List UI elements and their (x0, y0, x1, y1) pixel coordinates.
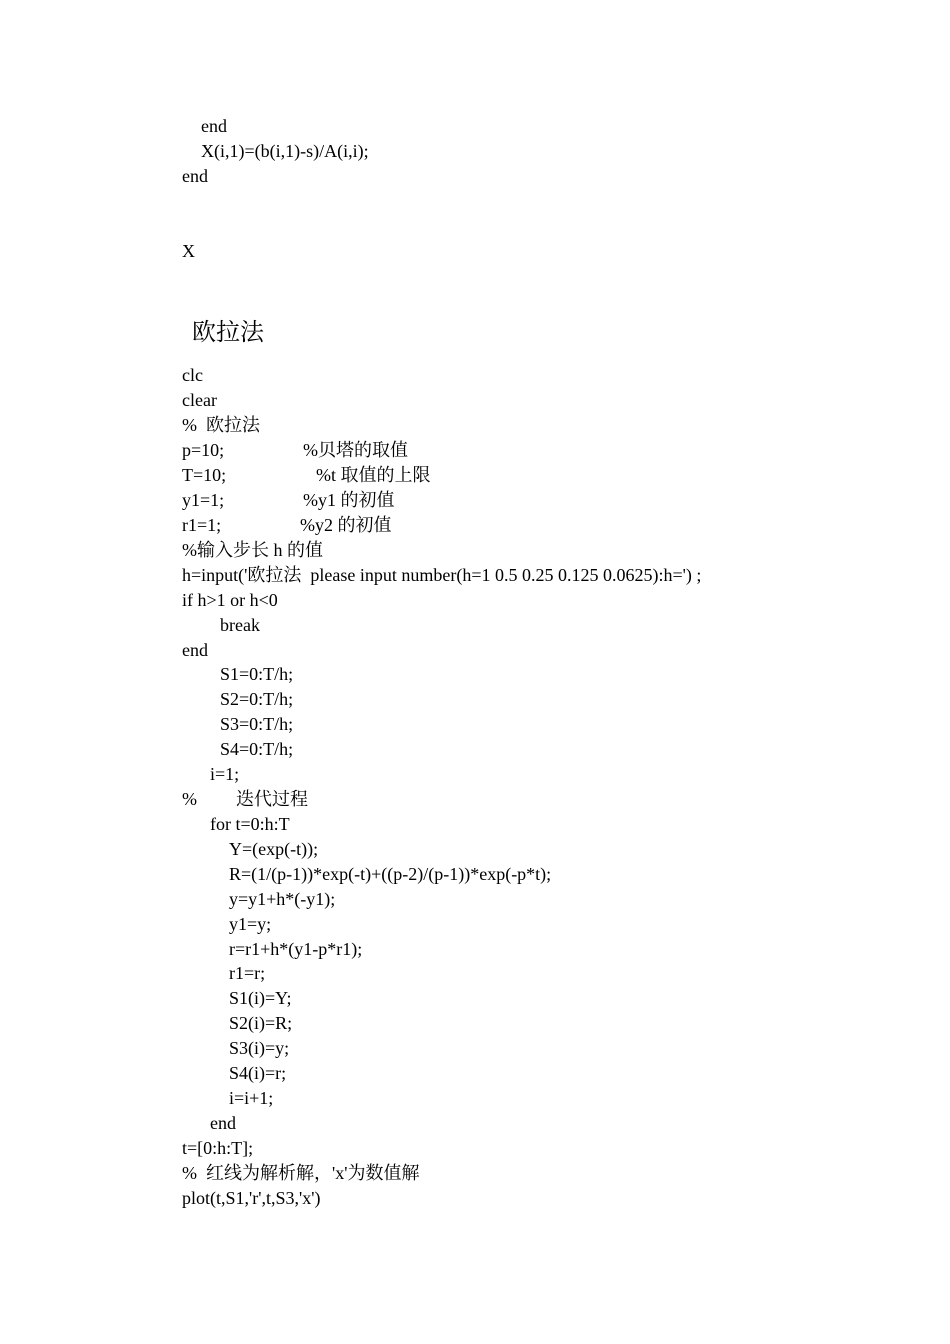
code-comment: % 欧拉法 (182, 415, 260, 435)
code-line: S3=0:T/h; (220, 714, 294, 734)
code-line: end (182, 166, 208, 186)
code-comment: % 红线为解析解，'x'为数值解 (182, 1163, 420, 1183)
code-comment: %y2 的初值 (300, 515, 392, 535)
code-line: S3(i)=y; (229, 1038, 290, 1058)
code-comment: % (182, 789, 197, 809)
code-line: if h>1 or h<0 (182, 590, 278, 610)
section-title: 欧拉法 (192, 320, 264, 346)
code-line: y=y1+h*(-y1); (229, 889, 336, 909)
code-comment: %y1 的初值 (303, 490, 395, 510)
code-line: X (182, 241, 195, 261)
code-line: S2(i)=R; (229, 1013, 293, 1033)
code-line: clc (182, 365, 203, 385)
code-comment: %t 取值的上限 (316, 465, 431, 485)
code-line: r=r1+h*(y1-p*r1); (229, 939, 363, 959)
code-line: r1=1; (182, 515, 222, 535)
code-line: S2=0:T/h; (220, 689, 294, 709)
code-line: plot(t,S1,'r',t,S3,'x') (182, 1188, 321, 1208)
code-line: r1=r; (229, 963, 266, 983)
code-line: S4=0:T/h; (220, 739, 294, 759)
code-line: p=10; (182, 440, 225, 460)
code-comment: %贝塔的取值 (303, 440, 408, 460)
code-line: S1(i)=Y; (229, 988, 292, 1008)
code-line: h=input('欧拉法 please input number(h=1 0.5 0.25 0.125 0.0625):h=') ; (182, 565, 702, 585)
code-line: S4(i)=r; (229, 1063, 287, 1083)
code-line: R=(1/(p-1))*exp(-t)+((p-2)/(p-1))*exp(-p*t); (229, 864, 552, 884)
code-line: Y=(exp(-t)); (229, 839, 319, 859)
code-line: end (201, 116, 227, 136)
code-comment: 迭代过程 (236, 789, 308, 809)
code-line: end (210, 1113, 236, 1133)
code-line: i=1; (210, 764, 240, 784)
code-line: y1=1; (182, 490, 225, 510)
code-line: i=i+1; (229, 1088, 274, 1108)
code-line: y1=y; (229, 914, 272, 934)
code-line: S1=0:T/h; (220, 664, 294, 684)
code-line: for t=0:h:T (210, 814, 290, 834)
code-line: clear (182, 390, 217, 410)
code-line: t=[0:h:T]; (182, 1138, 254, 1158)
code-line: T=10; (182, 465, 227, 485)
code-line: break (220, 615, 260, 635)
code-line: X(i,1)=(b(i,1)-s)/A(i,i); (201, 141, 369, 161)
code-comment: %输入步长 h 的值 (182, 540, 323, 560)
code-line: end (182, 640, 208, 660)
